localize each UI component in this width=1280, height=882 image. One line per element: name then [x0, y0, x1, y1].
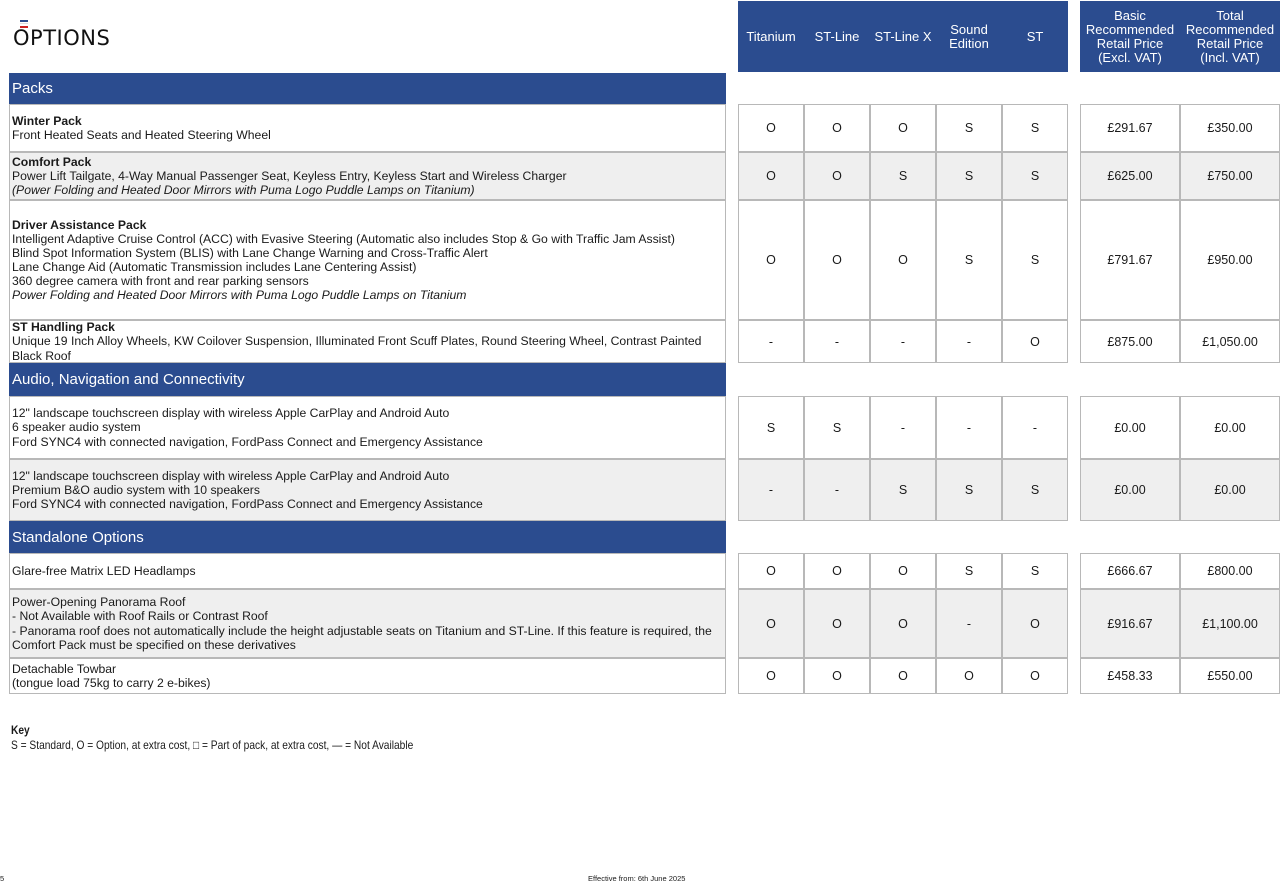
row-title: Winter Pack [12, 113, 82, 128]
availability-cell: O [1002, 658, 1068, 694]
row-description-line: Power-Opening Panorama Roof [12, 595, 186, 610]
availability-cell: S [870, 459, 936, 521]
availability-cell: O [1002, 320, 1068, 363]
row-description-line: Glare-free Matrix LED Headlamps [12, 563, 196, 578]
price-cell: £916.67 [1080, 589, 1180, 658]
column-header: ST-Line [804, 1, 870, 72]
row-description-line: Detachable Towbar [12, 661, 117, 676]
row-description-line: Front Heated Seats and Heated Steering Wheel [12, 128, 271, 142]
column-header: Sound Edition [936, 1, 1002, 72]
row-description-line: (tongue load 75kg to carry 2 e-bikes) [12, 676, 211, 690]
availability-cell: S [1002, 459, 1068, 521]
availability-cell: S [936, 200, 1002, 320]
price-cell: £791.67 [1080, 200, 1180, 320]
availability-cell: - [738, 459, 804, 521]
availability-cell: S [936, 104, 1002, 152]
page-title: OPTIONS [13, 26, 111, 50]
table-row [9, 396, 726, 459]
availability-cell: S [870, 152, 936, 200]
availability-cell: O [870, 104, 936, 152]
price-cell: £666.67 [1080, 553, 1180, 589]
table-row [9, 658, 726, 694]
row-description-line: Ford SYNC4 with connected navigation, FordPass Connect and Emergency Assistance [12, 497, 483, 512]
availability-cell: O [738, 589, 804, 658]
availability-cell: - [804, 459, 870, 521]
price-cell: £1,100.00 [1180, 589, 1280, 658]
row-description-line: Power Folding and Heated Door Mirrors with Puma Logo Puddle Lamps on Titanium [12, 288, 467, 303]
availability-cell: - [936, 589, 1002, 658]
availability-cell: - [936, 396, 1002, 459]
price-cell: £800.00 [1180, 553, 1280, 589]
column-header: ST [1002, 1, 1068, 72]
row-title: ST Handling Pack [12, 320, 115, 335]
availability-cell: O [936, 658, 1002, 694]
availability-cell: O [804, 104, 870, 152]
availability-cell: S [1002, 553, 1068, 589]
availability-cell: O [804, 589, 870, 658]
row-description-line: 360 degree camera with front and rear parking sensors [12, 274, 309, 289]
price-cell: £0.00 [1180, 396, 1280, 459]
availability-cell: - [870, 396, 936, 459]
availability-cell: O [870, 658, 936, 694]
row-description-line: Power Lift Tailgate, 4-Way Manual Passenger Seat, Keyless Entry, Keyless Start and Wireless Charger [12, 168, 567, 183]
row-title: Comfort Pack [12, 154, 92, 169]
availability-cell: O [804, 152, 870, 200]
price-cell: £0.00 [1180, 459, 1280, 521]
availability-cell: O [738, 104, 804, 152]
price-cell: £750.00 [1180, 152, 1280, 200]
availability-cell: O [804, 658, 870, 694]
row-title: Driver Assistance Pack [12, 217, 147, 232]
row-description-line: Lane Change Aid (Automatic Transmission includes Lane Centering Assist) [12, 260, 417, 274]
table-row [9, 459, 726, 521]
availability-cell: S [1002, 200, 1068, 320]
column-header: Titanium [738, 1, 804, 72]
column-header: Basic Recommended Retail Price (Excl. VAT) [1080, 1, 1180, 72]
row-description-line: Blind Spot Information System (BLIS) with Lane Change Warning and Cross-Traffic Alert [12, 245, 488, 260]
availability-cell: O [804, 200, 870, 320]
key-title: Key [11, 723, 30, 737]
table-row [9, 104, 726, 152]
availability-cell: S [936, 152, 1002, 200]
availability-cell: O [738, 200, 804, 320]
effective-date: Effective from: 6th June 2025 [588, 874, 686, 882]
row-description-line: 6 speaker audio system [12, 420, 141, 435]
availability-cell: S [1002, 152, 1068, 200]
table-row [9, 553, 726, 589]
price-cell: £875.00 [1080, 320, 1180, 363]
table-row [9, 152, 726, 200]
availability-cell: O [738, 658, 804, 694]
page-number: 5 [0, 874, 5, 882]
availability-cell: - [804, 320, 870, 363]
row-description-line: Intelligent Adaptive Cruise Control (ACC) with Evasive Steering (Automatic also includes Stop & Go with Traffic Jam Assist) [12, 231, 675, 246]
availability-cell: O [870, 200, 936, 320]
table-row [9, 320, 726, 363]
row-description-line: Premium B&O audio system with 10 speakers [12, 482, 260, 497]
row-description-line: Ford SYNC4 with connected navigation, FordPass Connect and Emergency Assistance [12, 434, 483, 449]
availability-cell: - [738, 320, 804, 363]
availability-cell: O [870, 589, 936, 658]
price-cell: £0.00 [1080, 459, 1180, 521]
row-description-line: - Not Available with Roof Rails or Contrast Roof [12, 609, 268, 624]
row-description-line: 12" landscape touchscreen display with wireless Apple CarPlay and Android Auto [12, 468, 450, 483]
availability-cell: - [936, 320, 1002, 363]
availability-cell: S [936, 459, 1002, 521]
key-text: S = Standard, O = Option, at extra cost, □ = Part of pack, at extra cost, — = Not Available [11, 738, 414, 752]
price-cell: £0.00 [1080, 396, 1180, 459]
price-cell: £550.00 [1180, 658, 1280, 694]
availability-cell: S [804, 396, 870, 459]
price-cell: £291.67 [1080, 104, 1180, 152]
price-cell: £350.00 [1180, 104, 1280, 152]
row-description-line: Unique 19 Inch Alloy Wheels, KW Coilover Suspension, Illuminated Front Scuff Plates, Round Steering Wheel, Contrast Painted Black Roof [12, 334, 702, 363]
table-row [9, 200, 726, 320]
availability-cell: O [870, 553, 936, 589]
column-header: ST-Line X [870, 1, 936, 72]
row-description-line: (Power Folding and Heated Door Mirrors with Puma Logo Puddle Lamps on Titanium) [12, 183, 475, 198]
price-cell: £625.00 [1080, 152, 1180, 200]
row-description-line: 12" landscape touchscreen display with wireless Apple CarPlay and Android Auto [12, 406, 450, 421]
availability-cell: O [1002, 589, 1068, 658]
availability-cell: O [804, 553, 870, 589]
availability-cell: S [1002, 104, 1068, 152]
section-header: Packs [9, 73, 726, 104]
row-description-line: - Panorama roof does not automatically include the height adjustable seats on Titanium and ST-Line. If this feature is required, the Comfort Pack must be specified on these derivatives [12, 623, 712, 652]
price-cell: £458.33 [1080, 658, 1180, 694]
options-logo [13, 18, 113, 50]
availability-cell: O [738, 152, 804, 200]
column-header: Total Recommended Retail Price (Incl. VAT) [1180, 1, 1280, 72]
availability-cell: O [738, 553, 804, 589]
price-cell: £1,050.00 [1180, 320, 1280, 363]
availability-cell: - [870, 320, 936, 363]
table-row [9, 589, 726, 658]
availability-cell: S [738, 396, 804, 459]
availability-cell: S [936, 553, 1002, 589]
availability-cell: - [1002, 396, 1068, 459]
price-cell: £950.00 [1180, 200, 1280, 320]
section-header: Audio, Navigation and Connectivity [9, 363, 726, 396]
section-header: Standalone Options [9, 521, 726, 553]
